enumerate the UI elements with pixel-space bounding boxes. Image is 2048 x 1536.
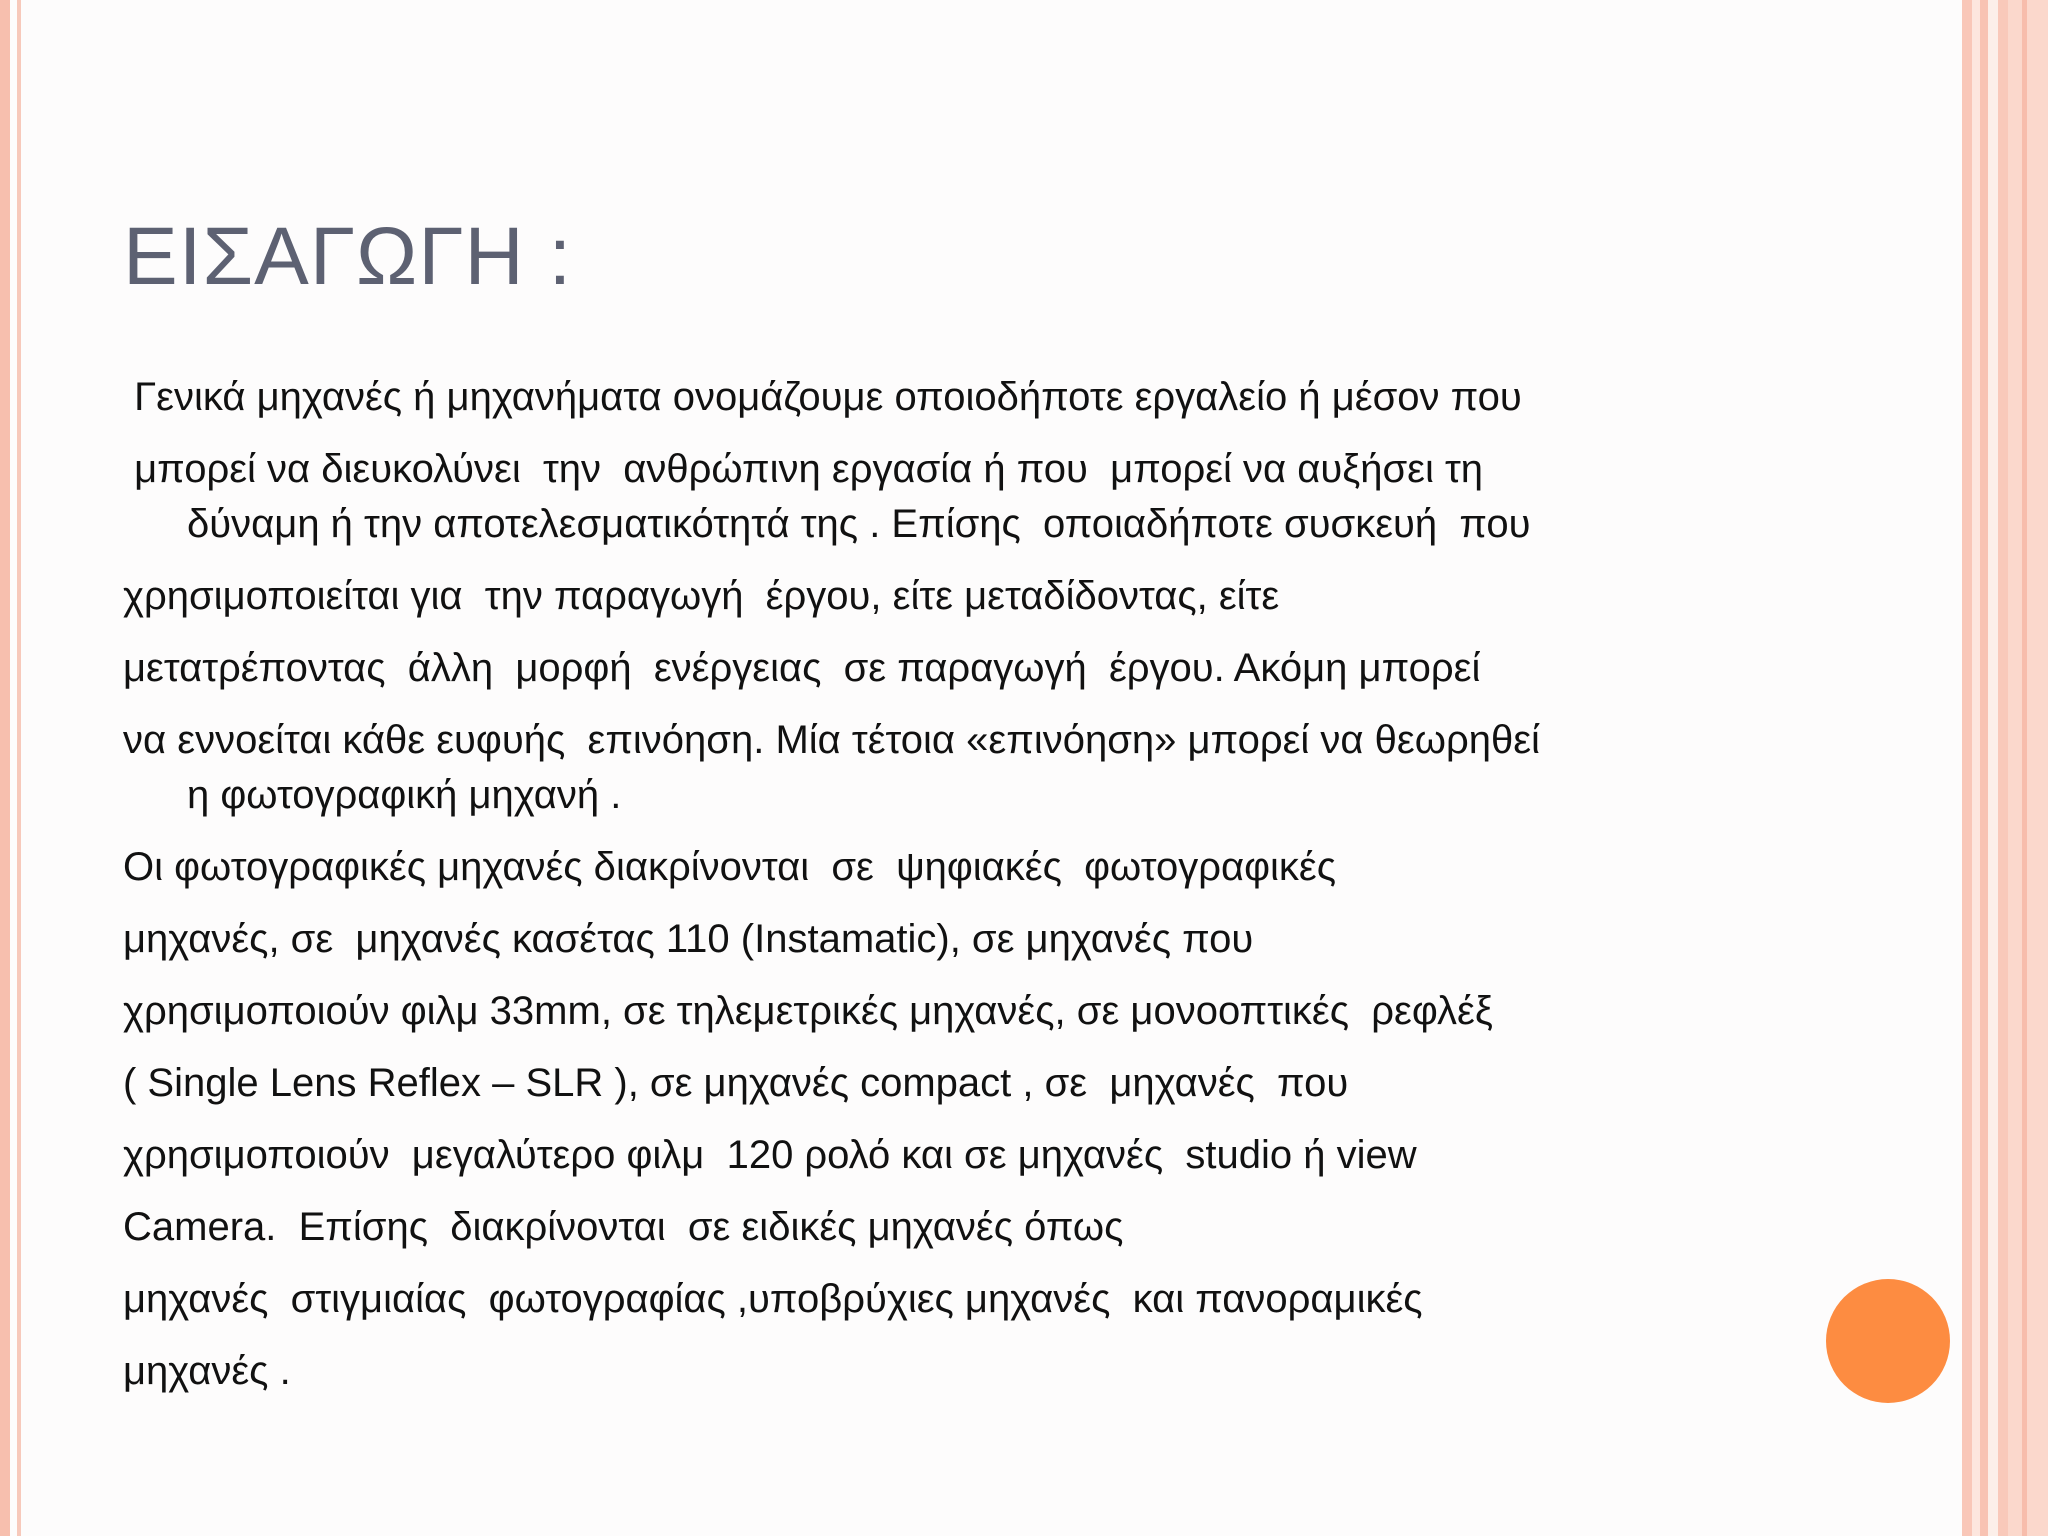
body-line: χρησιμοποιούν φιλμ 33mm, σε τηλεμετρικές μηχανές, σε μονοοπτικές ρεφλέξ	[123, 989, 1493, 1033]
right-stripe-decoration	[1980, 0, 1988, 1536]
body-line: μπορεί να διευκολύνει την ανθρώπινη εργασία ή που μπορεί να αυξήσει τη	[123, 447, 1484, 491]
body-line: μηχανές, σε μηχανές κασέτας 110 (Instamatic), σε μηχανές που	[123, 917, 1254, 961]
body-line: Γενικά μηχανές ή μηχανήματα ονομάζουμε οποιοδήποτε εργαλείο ή μέσον που	[123, 375, 1522, 419]
body-line: δύναμη ή την αποτελεσματικότητά της . Επίσης οποιαδήποτε συσκευή που	[187, 502, 1531, 546]
body-line: χρησιμοποιούν μεγαλύτερο φιλμ 120 ρολό και σε μηχανές studio ή view	[123, 1133, 1417, 1177]
slide-title: ΕΙΣΑΓΩΓΗ :	[123, 211, 573, 302]
body-line: χρησιμοποιείται για την παραγωγή έργου, είτε μεταδίδοντας, είτε	[123, 574, 1280, 618]
right-stripe-decoration	[1988, 0, 1998, 1536]
body-line: μετατρέποντας άλλη μορφή ενέργειας σε παραγωγή έργου. Ακόμη μπορεί	[123, 646, 1481, 690]
body-line: ( Single Lens Reflex – SLR ), σε μηχανές compact , σε μηχανές που	[123, 1061, 1349, 1105]
right-stripe-decoration	[1962, 0, 1972, 1536]
body-line: να εννοείται κάθε ευφυής επινόηση. Μία τέτοια «επινόηση» μπορεί να θεωρηθεί	[123, 718, 1540, 762]
right-stripe-decoration	[1972, 0, 1980, 1536]
slide-body	[123, 370, 1823, 1399]
body-line: Οι φωτογραφικές μηχανές διακρίνονται σε ψηφιακές φωτογραφικές	[123, 845, 1337, 889]
left-border-inner-line	[17, 0, 21, 1536]
body-line: Camera. Επίσης διακρίνονται σε ειδικές μηχανές όπως	[123, 1205, 1124, 1249]
orange-accent-circle	[1826, 1279, 1950, 1403]
right-stripe-decoration	[2008, 0, 2048, 1536]
right-stripe-decoration	[1998, 0, 2008, 1536]
body-line: μηχανές .	[123, 1349, 291, 1393]
body-line: μηχανές στιγμιαίας φωτογραφίας ,υποβρύχιες μηχανές και πανοραμικές	[123, 1277, 1423, 1321]
right-stripe-decoration	[2022, 0, 2027, 1536]
body-line: η φωτογραφική μηχανή .	[187, 773, 622, 817]
